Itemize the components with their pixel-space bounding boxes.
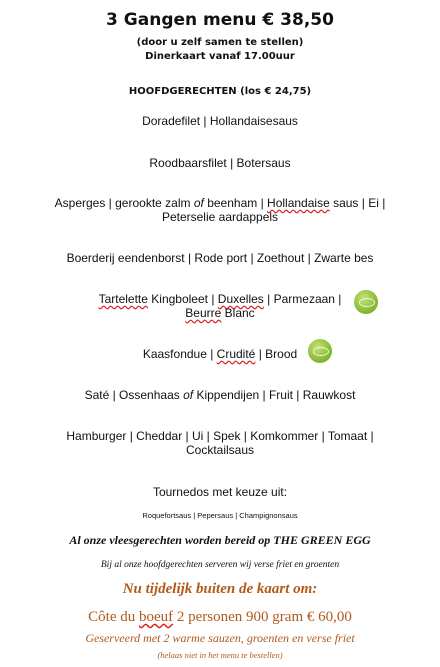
- dish-eendenborst: Boerderij eendenborst | Rode port | Zoethout | Zwarte bes: [66, 251, 374, 265]
- tournedos-sauces: Roquefortsaus | Pepersaus | Champignonsaus: [142, 511, 298, 520]
- green-egg-note: Al onze vleesgerechten worden bereid op THE GREEN EGG: [69, 533, 371, 547]
- vegetarian-badge-icon: [354, 290, 378, 314]
- menu-subtitle: (door u zelf samen te stellen): [136, 37, 304, 48]
- dish-asperges: Asperges | gerookte zalm of beenham | Hollandaise saus | Ei | Peterselie aardappels: [54, 196, 386, 224]
- special-item: Côte du boeuf 2 personen 900 gram € 60,00: [88, 609, 352, 625]
- section-title: HOOFDGERECHTEN (los € 24,75): [128, 86, 312, 97]
- vegetarian-badge-icon: [308, 339, 332, 363]
- menu-title: 3 Gangen menu € 38,50: [106, 10, 334, 30]
- dish-doradefilet: Doradefilet | Hollandaisesaus: [142, 114, 298, 128]
- special-served: Geserveerd met 2 warme sauzen, groenten en verse friet: [85, 631, 355, 645]
- dish-sate: Saté | Ossenhaas of Kippendijen | Fruit | Rauwkost: [84, 388, 356, 402]
- dish-roodbaarsfilet: Roodbaarsfilet | Botersaus: [149, 156, 291, 170]
- dish-tartelette: Tartelette Kingboleet | Duxelles | Parmezaan | Beurre Blanc: [98, 292, 342, 320]
- dinner-time-note: Dinerkaart vanaf 17.00uur: [145, 51, 295, 62]
- special-disclaimer: (helaas niet in het menu te bestellen): [157, 650, 283, 660]
- dish-tournedos: Tournedos met keuze uit:: [152, 485, 288, 499]
- special-heading: Nu tijdelijk buiten de kaart om:: [122, 581, 318, 597]
- fries-note: Bij al onze hoofdgerechten serveren wij verse friet en groenten: [100, 560, 340, 570]
- dish-hamburger: Hamburger | Cheddar | Ui | Spek | Komkommer | Tomaat | Cocktailsaus: [66, 429, 374, 457]
- dish-kaasfondue: Kaasfondue | Crudité | Brood: [142, 347, 298, 361]
